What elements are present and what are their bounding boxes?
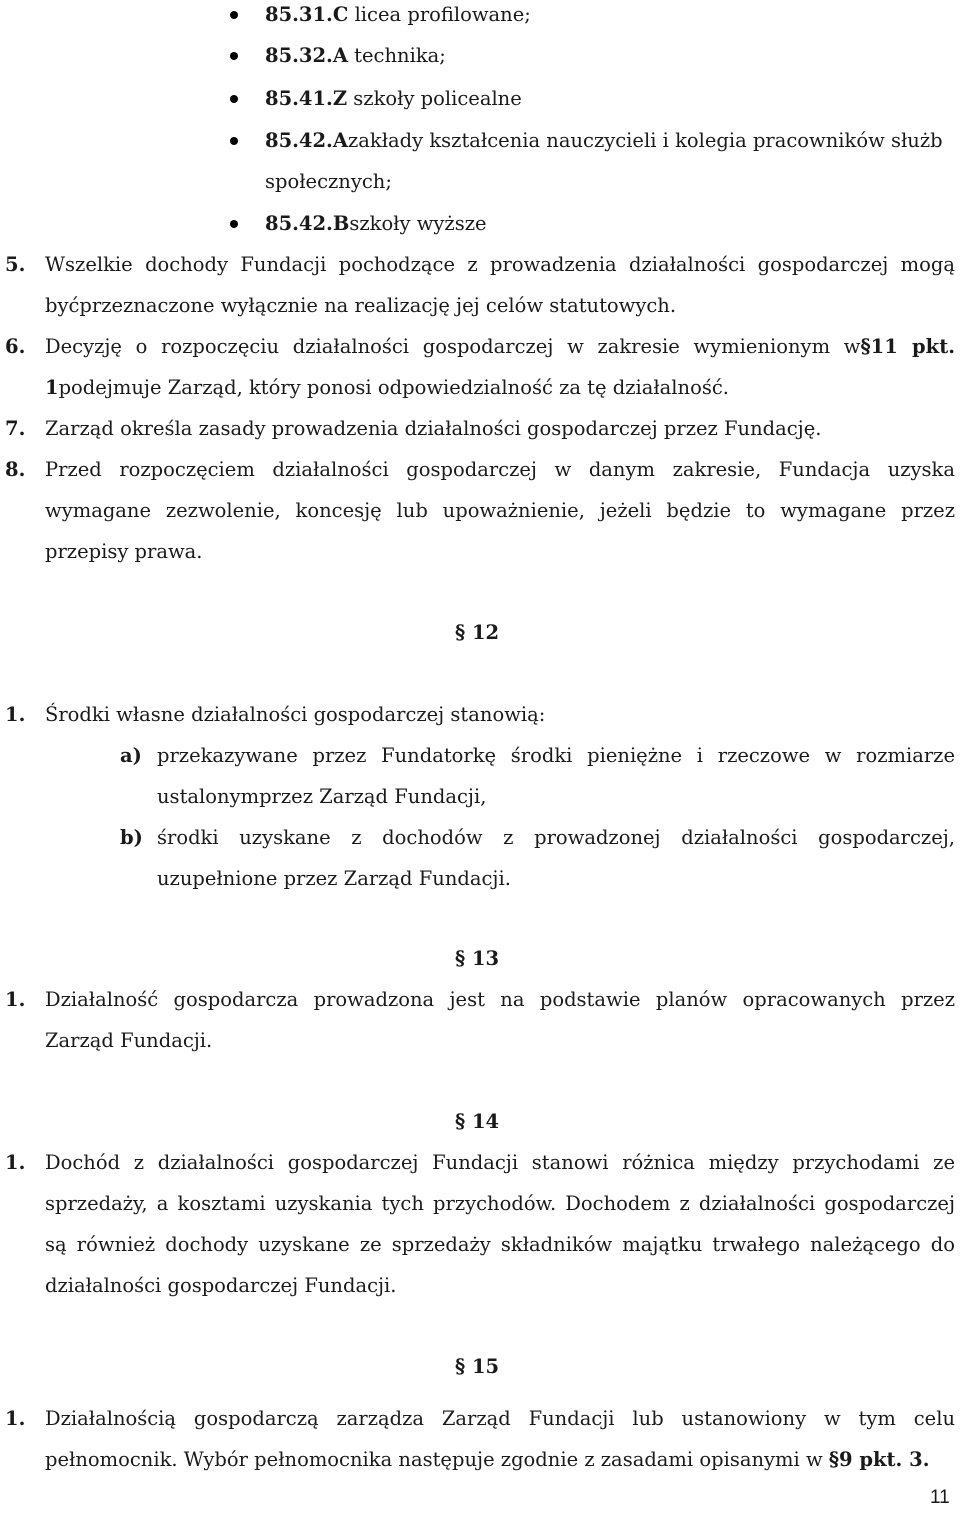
bullet-icon — [230, 11, 238, 19]
point-text: przepisy prawa. — [45, 540, 203, 563]
list-item-code: 85.42.B — [265, 212, 350, 235]
point-number: 1. — [5, 1407, 26, 1430]
subpoint-text: przekazywane przez Fundatorkę środki pieniężne i rzeczowe w rozmiarze — [157, 744, 955, 767]
subpoint-text: uzupełnione przez Zarząd Fundacji. — [157, 867, 511, 890]
list-item-code: 85.32.A — [265, 44, 348, 67]
subpoint-text: ustalonymprzez Zarząd Fundacji, — [157, 785, 487, 808]
point-number: 7. — [5, 417, 26, 440]
section-heading: § 14 — [455, 1110, 500, 1133]
list-item-text: szkoły policealne — [347, 87, 522, 110]
list-item — [265, 44, 446, 68]
subpoint-label: a) — [120, 744, 142, 767]
point-text: Dochód z działalności gospodarczej Fundacji stanowi różnica między przychodami ze — [45, 1151, 955, 1174]
point-text: Środki własne działalności gospodarczej stanowią: — [45, 703, 546, 726]
list-item-code: 85.41.Z — [265, 87, 348, 110]
point-text: Przed rozpoczęciem działalności gospodarczej w danym zakresie, Fundacja uzyska — [45, 458, 955, 481]
point-text: 1podejmuje Zarząd, który ponosi odpowiedzialność za tę działalność. — [45, 376, 729, 399]
section-heading: § 15 — [455, 1355, 500, 1378]
list-item-text: technika; — [347, 44, 446, 67]
point-number: 1. — [5, 988, 26, 1011]
point-number: 8. — [5, 458, 26, 481]
subpoint-label: b) — [120, 826, 143, 849]
point-text: Wszelkie dochody Fundacji pochodzące z prowadzenia działalności gospodarczej mogą — [45, 253, 955, 276]
point-number: 1. — [5, 1151, 26, 1174]
point-text: wymagane zezwolenie, koncesję lub upoważnienie, jeżeli będzie to wymagane przez — [45, 499, 955, 522]
list-item — [265, 87, 522, 111]
list-item-code: 85.42.A — [265, 129, 348, 152]
section-heading: § 13 — [455, 947, 500, 970]
point-text: sprzedaży, a kosztami uzyskania tych przychodów. Dochodem z działalności gospodarczej — [45, 1192, 955, 1215]
point-text: pełnomocnik. Wybór pełnomocnika następuje zgodnie z zasadami opisanymi w §9 pkt. 3. — [45, 1448, 930, 1471]
point-text: działalności gospodarczej Fundacji. — [45, 1274, 397, 1297]
point-text: Zarząd określa zasady prowadzenia działalności gospodarczej przez Fundację. — [45, 417, 822, 440]
list-item — [265, 3, 531, 27]
bullet-icon — [230, 220, 238, 228]
bullet-icon — [230, 137, 238, 145]
bullet-icon — [230, 95, 238, 103]
list-item-text: zakłady kształcenia nauczycieli i kolegia pracowników służb — [347, 129, 943, 152]
point-text: Decyzję o rozpoczęciu działalności gospodarczej w zakresie wymienionym w§11 pkt. — [45, 335, 955, 358]
list-item-continuation: społecznych; — [265, 170, 392, 193]
list-item — [265, 212, 487, 236]
list-item-text: licea profilowane; — [348, 3, 531, 26]
point-number: 6. — [5, 335, 26, 358]
point-number: 1. — [5, 703, 26, 726]
point-text: Działalność gospodarcza prowadzona jest na podstawie planów opracowanych przez — [45, 988, 955, 1011]
page-number: 11 — [930, 1487, 950, 1508]
point-text: Zarząd Fundacji. — [45, 1029, 213, 1052]
point-text: Działalnością gospodarczą zarządza Zarząd Fundacji lub ustanowiony w tym celu — [45, 1407, 955, 1430]
point-text: są również dochody uzyskane ze sprzedaży składników majątku trwałego należącego do — [45, 1233, 955, 1256]
list-item-text: szkoły wyższe — [349, 212, 487, 235]
paragraph-reference: §9 pkt. 3. — [828, 1448, 930, 1471]
bullet-icon — [230, 52, 238, 60]
list-item — [265, 129, 955, 153]
list-item-code: 85.31.C — [265, 3, 349, 26]
subpoint-text: środki uzyskane z dochodów z prowadzonej działalności gospodarczej, — [157, 826, 955, 849]
point-text: byćprzeznaczone wyłącznie na realizację jej celów statutowych. — [45, 294, 677, 317]
paragraph-reference: §11 pkt. — [860, 335, 955, 358]
section-heading: § 12 — [455, 621, 500, 644]
point-number: 5. — [5, 253, 26, 276]
